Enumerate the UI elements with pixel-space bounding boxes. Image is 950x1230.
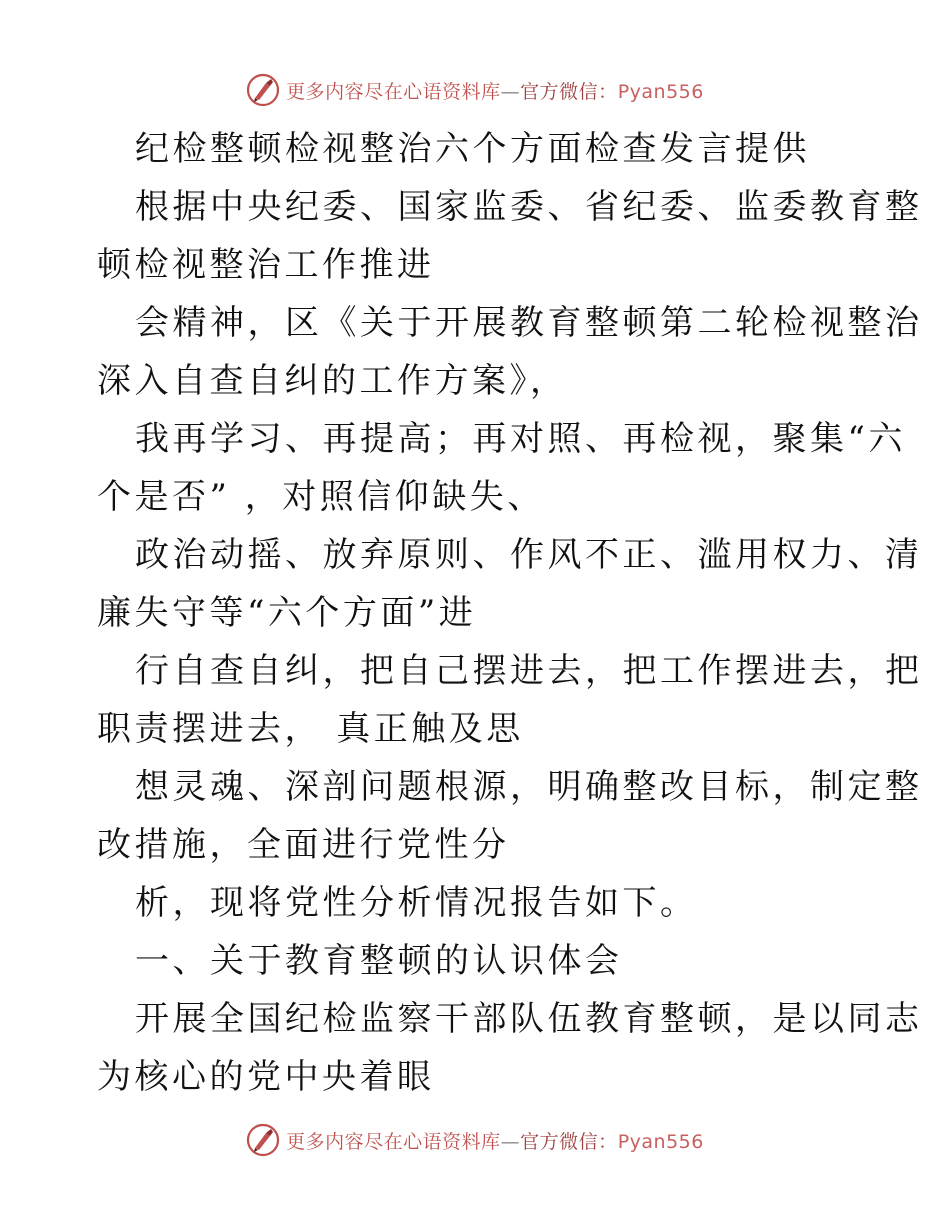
- document-body: [97, 120, 923, 1106]
- paragraph-line: 廉失守等“六个方面”进: [97, 593, 477, 633]
- red-pen-feather-logo-icon: [246, 1123, 280, 1157]
- paragraph-line: 为核心的党中央着眼: [97, 1057, 435, 1097]
- paragraph-line: 政治动摇、放弃原则、作风不正、滥用权力、清: [135, 535, 923, 575]
- paragraph-line: 析，现将党性分析情况报告如下。: [135, 883, 698, 923]
- watermark-wechat-id: Pyan556: [617, 80, 704, 103]
- paragraph-line: 想灵魂、深剖问题根源，明确整改目标，制定整: [135, 767, 923, 807]
- section-heading-line: 一、关于教育整顿的认识体会: [135, 941, 623, 981]
- header-watermark-text: [286, 77, 704, 104]
- paragraph-line: 顿检视整治工作推进: [97, 245, 435, 285]
- paragraph-line: 个是否” ，对照信仰缺失、: [97, 477, 545, 517]
- watermark-dash: —: [500, 80, 521, 103]
- watermark-wechat-label: 官方微信：: [520, 1130, 618, 1153]
- watermark-main-text: 更多内容尽在心语资料库: [286, 80, 501, 103]
- header-watermark-banner: [0, 70, 950, 110]
- paragraph-line: 职责摆进去， 真正触及思: [97, 709, 524, 749]
- paragraph-line: 我再学习、再提高；再对照、再检视，聚集“六: [135, 419, 906, 459]
- paragraph-line: 改措施，全面进行党性分: [97, 825, 510, 865]
- document-title-line: 纪检整顿检视整治六个方面检查发言提供: [135, 129, 810, 169]
- watermark-main-text: 更多内容尽在心语资料库: [286, 1130, 501, 1153]
- watermark-wechat-label: 官方微信：: [520, 80, 618, 103]
- red-pen-feather-logo-icon: [246, 73, 280, 107]
- watermark-wechat-id: Pyan556: [617, 1130, 704, 1153]
- watermark-dash: —: [500, 1130, 521, 1153]
- footer-watermark-banner: [0, 1120, 950, 1160]
- paragraph-line: 根据中央纪委、国家监委、省纪委、监委教育整: [135, 187, 923, 227]
- paragraph-line: 开展全国纪检监察干部队伍教育整顿，是以同志: [135, 999, 923, 1039]
- footer-watermark-text: [286, 1127, 704, 1154]
- paragraph-line: 深入自查自纠的工作方案》，: [97, 361, 568, 401]
- paragraph-line: 行自查自纠，把自己摆进去，把工作摆进去，把: [135, 651, 923, 691]
- paragraph-line: 会精神，区《关于开展教育整顿第二轮检视整治: [135, 303, 923, 343]
